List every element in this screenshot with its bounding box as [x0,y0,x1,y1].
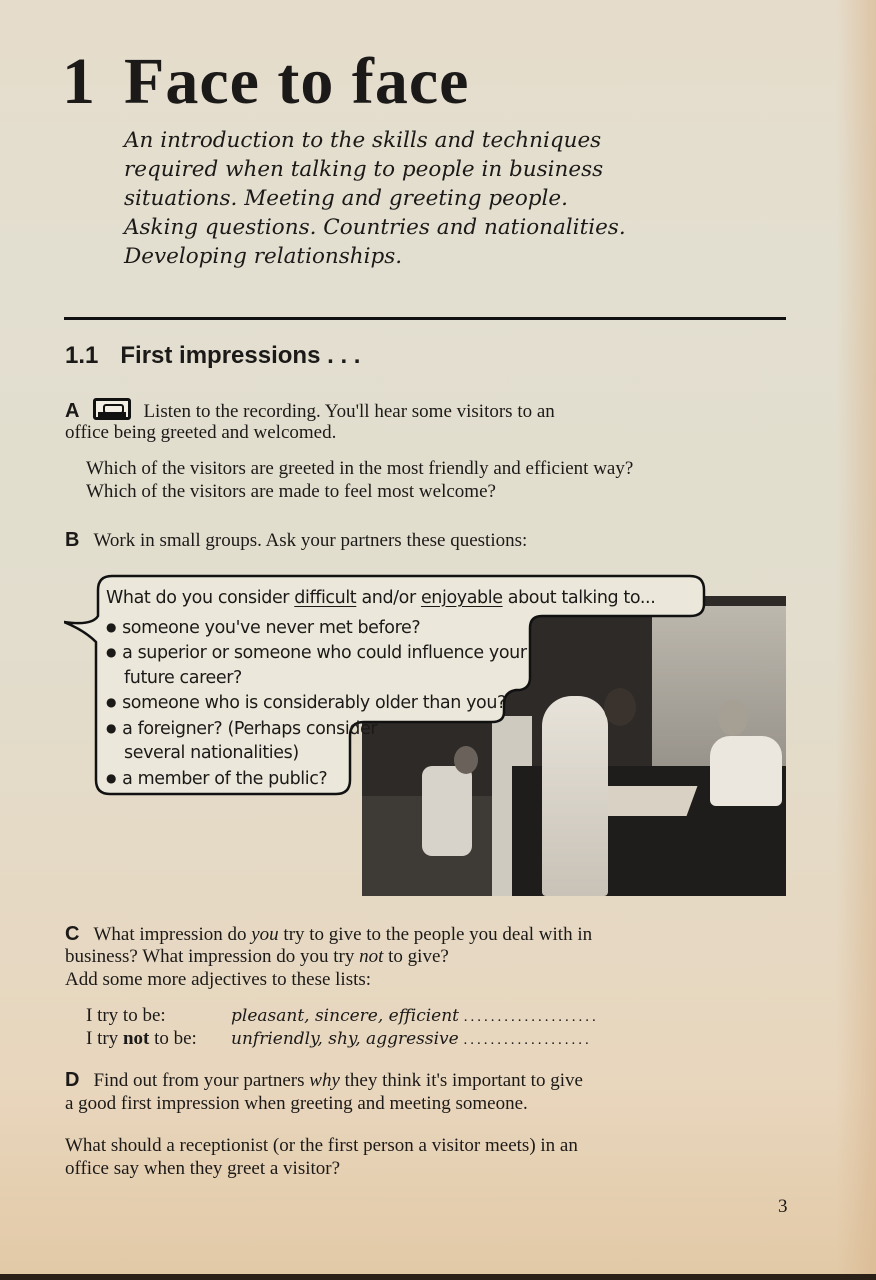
exercise-b-text: Work in small groups. Ask your partners these questions: [93,530,528,551]
page-edge-shading [836,0,876,1280]
emphasis-you: you [251,924,279,945]
chapter-intro [124,126,684,271]
exercise-letter: C [65,923,80,945]
list-values: pleasant, sincere, efficient [231,1006,459,1026]
exercise-d: D Find out from your partners why they think it's important to give [65,1069,583,1091]
exercise-a-question: Which of the visitors are made to feel most welcome? [86,481,496,502]
bubble-list-item-cont: future career? [124,667,242,688]
exercise-c-line3: Add some more adjectives to these lists: [65,969,372,990]
exercise-d-line2: a good first impression when greeting and meeting someone. [65,1093,528,1114]
bubble-question: What do you consider difficult and/or enjoyable about talking to... [106,588,656,608]
emphasis-enjoyable: enjoyable [420,588,503,608]
adjective-list-positive [86,1004,599,1029]
exercise-c: C What impression do you try to give to the people you deal with in [65,923,593,945]
bubble-list-item: ● a foreigner? (Perhaps consider [106,716,655,742]
bubble-list-item-cont: several nationalities) [124,743,299,763]
emphasis-difficult: difficult [294,588,357,608]
fill-in-blank[interactable]: ................... [463,1032,592,1048]
exercise-a-line1: Listen to the recording. You'll hear some visitors to an [143,401,555,422]
bubble-list-item: ● a superior or someone who could influence your [106,640,655,666]
exercise-c-line2: business? What impression do you try not to give? [65,946,449,967]
fill-in-blank[interactable]: .................... [463,1009,599,1025]
intro-line: Asking questions. Countries and nationalities. [124,215,626,240]
intro-line: An introduction to the skills and techniques [124,128,602,153]
list-label: I try not to be: [86,1028,197,1049]
section-divider [64,317,786,320]
section-number: 1.1 [65,342,99,369]
intro-line: Developing relationships. [124,244,403,269]
exercise-d-line4: office say when they greet a visitor? [65,1158,341,1179]
bubble-list-item: ● a member of the public? [106,766,655,792]
adjective-list-negative [86,1027,592,1052]
intro-line: situations. Meeting and greeting people. [124,186,568,211]
speech-bubble-text [106,586,655,791]
chapter-title [62,44,469,120]
chapter-title-text: Face to face [124,45,470,118]
emphasis-not: not [359,946,384,967]
intro-line: required when talking to people in business [124,157,604,182]
exercise-letter: B [65,529,80,551]
section-heading [65,342,360,370]
emphasis-why: why [309,1070,340,1091]
cassette-tape-icon [93,398,131,420]
bubble-list-item: ● someone you've never met before? [106,615,655,641]
exercise-b [65,528,527,553]
exercise-a-question: Which of the visitors are greeted in the most friendly and efficient way? [86,458,634,479]
list-values: unfriendly, shy, aggressive [231,1029,459,1049]
section-title: First impressions . . . [120,342,361,369]
exercise-a-line2: office being greeted and welcomed. [65,422,337,443]
list-label: I try to be: [86,1005,166,1026]
bubble-list-item: ● someone who is considerably older than you? [106,690,655,716]
exercise-letter: A [65,400,80,422]
chapter-number: 1 [62,45,96,118]
page-number: 3 [778,1196,788,1217]
page-bottom-edge [0,1274,876,1280]
exercise-letter: D [65,1069,80,1091]
exercise-d-line3: What should a receptionist (or the first person a visitor meets) in an [65,1135,578,1156]
